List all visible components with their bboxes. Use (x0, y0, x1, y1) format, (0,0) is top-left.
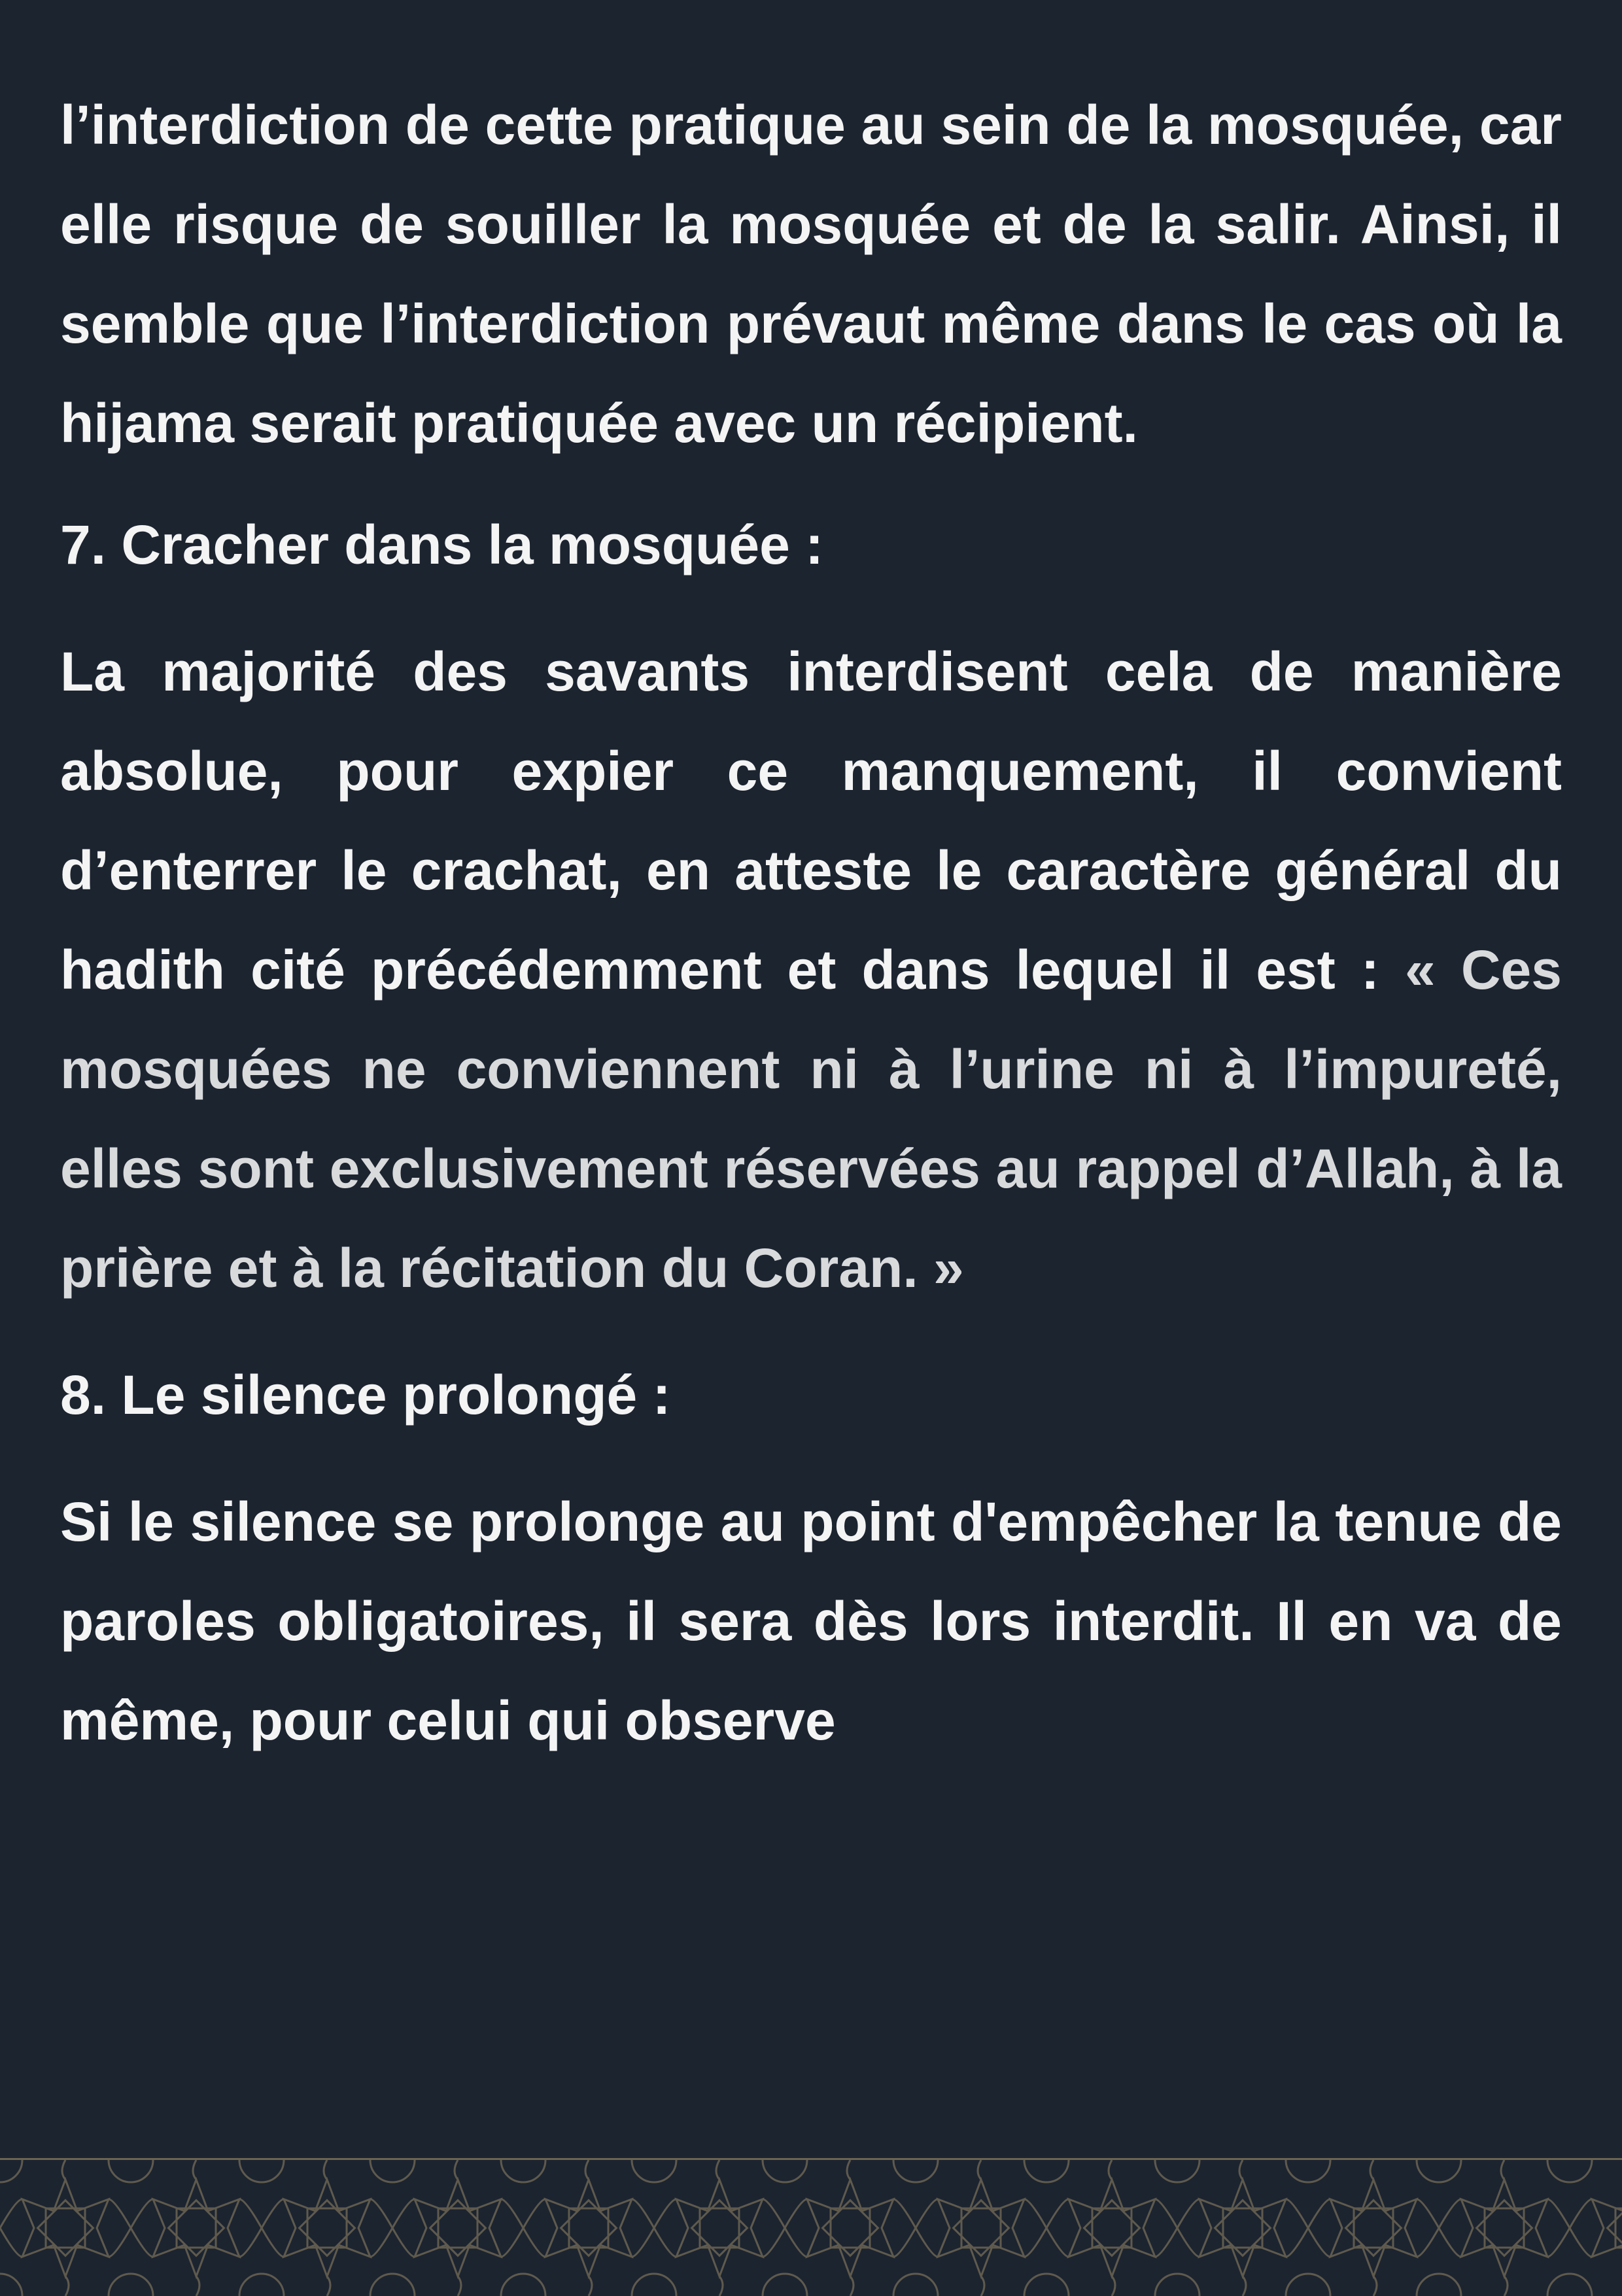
page-content (60, 75, 1562, 1770)
paragraph-hijama: l’interdiction de cette pratique au sein de la mosquée, car elle risque de souiller la mosquée et de la salir. Ainsi, il semble que l’interdiction prévaut même dans le cas où la hijama serait pratiquée avec un récipient. (60, 94, 1562, 454)
heading-silence: 8. Le silence prolongé : (60, 1364, 671, 1426)
geometric-pattern-icon (0, 2160, 1622, 2296)
hadith-quote: « Ces mosquées ne conviennent ni à l’urine ni à l’impureté, elles sont exclusivement réservées au rappel d’Allah, à la prière et à la récitation du Coran. » (60, 939, 1562, 1299)
heading-cracher: 7. Cracher dans la mosquée : (60, 514, 824, 575)
paragraph-cracher-intro: La majorité des savants interdisent cela de manière absolue, pour expier ce manquement, il convient d’enterrer le crachat, en atteste le caractère général du hadith cité précédemment et dans lequel il est : (60, 641, 1562, 1001)
ornamental-footer (0, 2158, 1622, 2296)
paragraph-silence: Si le silence se prolonge au point d'empêcher la tenue de paroles obligatoires, il sera dès lors interdit. Il en va de même, pour celui qui observe (60, 1491, 1562, 1751)
paragraph-cracher (60, 622, 1562, 1318)
